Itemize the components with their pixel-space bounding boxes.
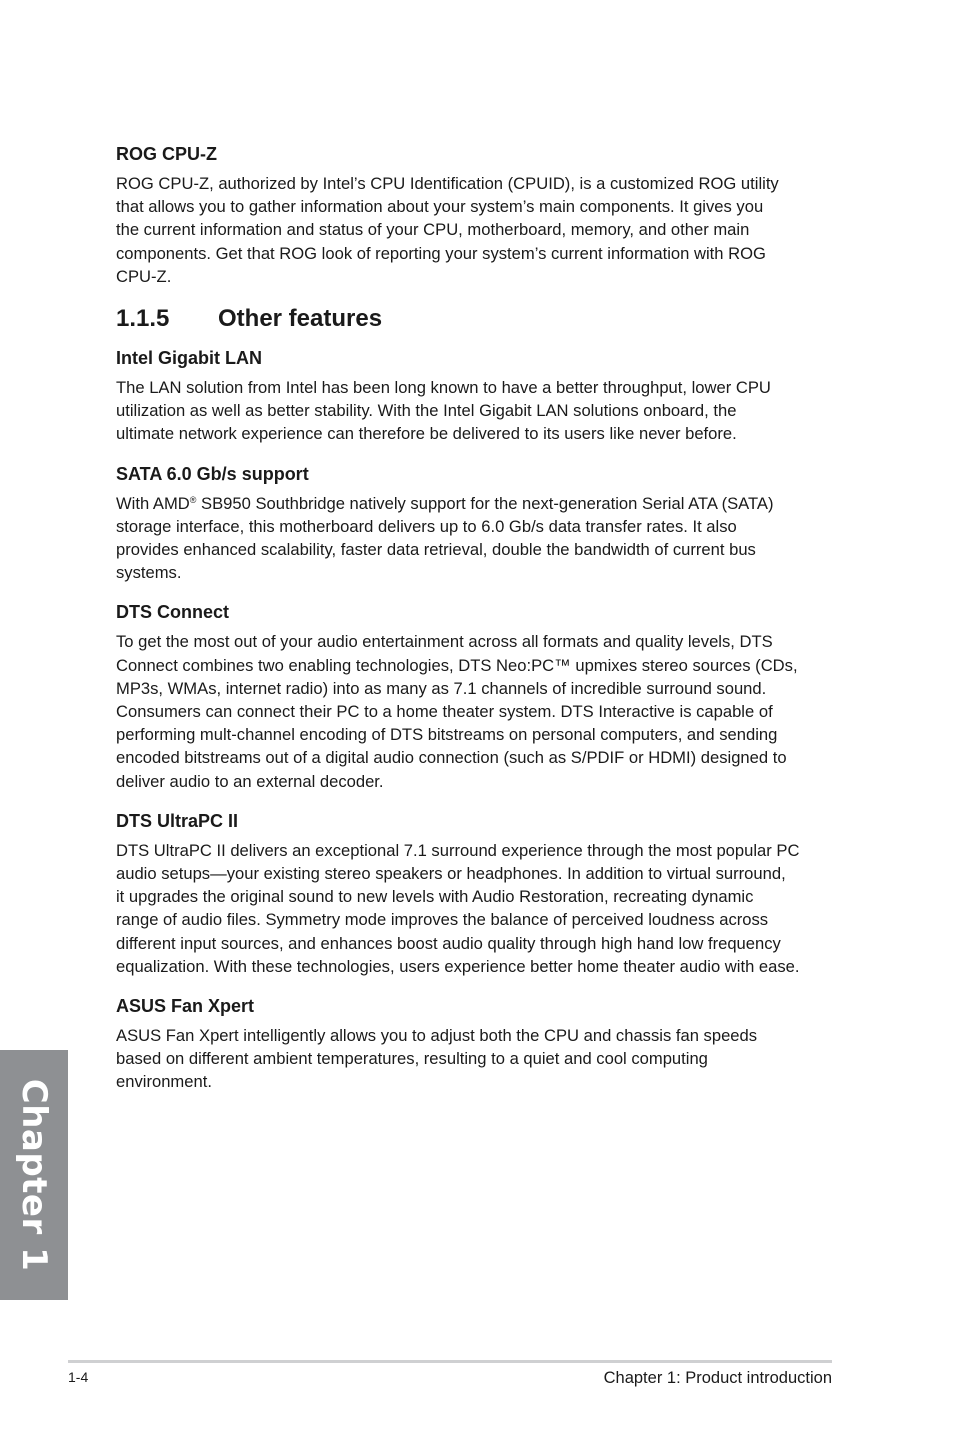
fan-xpert-heading: ASUS Fan Xpert	[116, 996, 255, 1017]
sata-heading: SATA 6.0 Gb/s support	[116, 463, 309, 484]
rog-cpuz-paragraph: ROG CPU-Z, authorized by Intel’s CPU Identification (CPUID), is a customized ROG utility that allows you to gather information about your system’s main components. It gives you the current information and status of your CPU, motherboard, memory, and other main components. Get that ROG look of reporting your system’s current information with ROG CPU-Z.	[116, 174, 779, 286]
intel-lan-heading: Intel Gigabit LAN	[116, 348, 262, 369]
page-content	[116, 142, 832, 1110]
rog-cpuz-heading: ROG CPU-Z	[116, 144, 217, 164]
registered-mark: ®	[189, 494, 197, 505]
footer-chapter-title: Chapter 1: Product introduction	[603, 1369, 832, 1387]
section-dts-ultrapc	[116, 809, 832, 978]
section-number: 1.1.5	[116, 305, 170, 333]
sata-paragraph: With AMD® SB950 Southbridge natively support for the next-generation Serial ATA (SATA) storage interface, this motherboard delivers up to 6.0 Gb/s data transfer rates. It also provides enhanced scalability, faster data retrieval, double the bandwidth of current bus systems.	[116, 493, 774, 583]
chapter-tab	[0, 1050, 68, 1300]
dts-connect-paragraph: To get the most out of your audio entertainment across all formats and quality levels, DTS Connect combines two enabling technologies, DTS Neo:PC™ upmixes stereo sources (CDs, MP3s, WMAs, internet radio) into as many as 7.1 channels of incredible surround sound. Consumers can connect their PC to a home theater system. DTS Interactive is capable of performing mult-channel encoding of DTS bitstreams on personal computers, and sending encoded bitstreams out of a digital audio connection (such as S/PDIF or HDMI) designed to deliver audio to an external decoder.	[116, 632, 798, 791]
other-features-heading	[116, 304, 832, 334]
footer-divider	[68, 1360, 832, 1363]
section-intel-lan	[116, 346, 832, 446]
dts-ultrapc-paragraph: DTS UltraPC II delivers an exceptional 7.1 surround experience through the most popular PC audio setups—your existing stereo speakers or headphones. In addition to virtual surround, it upgrades the original sound to new levels with Audio Restoration, recreating dynamic range of audio files. Symmetry mode improves the balance of perceived loudness across different input sources, and enhances boost audio quality through high hand low frequency equalization. With these technologies, users experience better home theater audio with ease.	[116, 840, 800, 976]
section-dts-connect	[116, 600, 832, 792]
section-rog-cpuz	[116, 142, 832, 288]
dts-ultrapc-heading: DTS UltraPC II	[116, 810, 239, 831]
dts-connect-heading: DTS Connect	[116, 602, 230, 623]
fan-xpert-paragraph: ASUS Fan Xpert intelligently allows you to adjust both the CPU and chassis fan speeds based on different ambient temperatures, resulting to a quiet and cool computing environment.	[116, 1026, 758, 1092]
footer-page-number: 1-4	[68, 1369, 89, 1385]
intel-lan-paragraph: The LAN solution from Intel has been long known to have a better throughput, lower CPU utilization as well as better stability. With the Intel Gigabit LAN solutions onboard, the ultimate network experience can therefore be delivered to its users like never before.	[116, 378, 771, 444]
section-fan-xpert	[116, 994, 832, 1094]
section-sata	[116, 462, 832, 585]
section-title: Other features	[218, 305, 383, 333]
chapter-tab-label: Chapter 1	[14, 1078, 54, 1272]
